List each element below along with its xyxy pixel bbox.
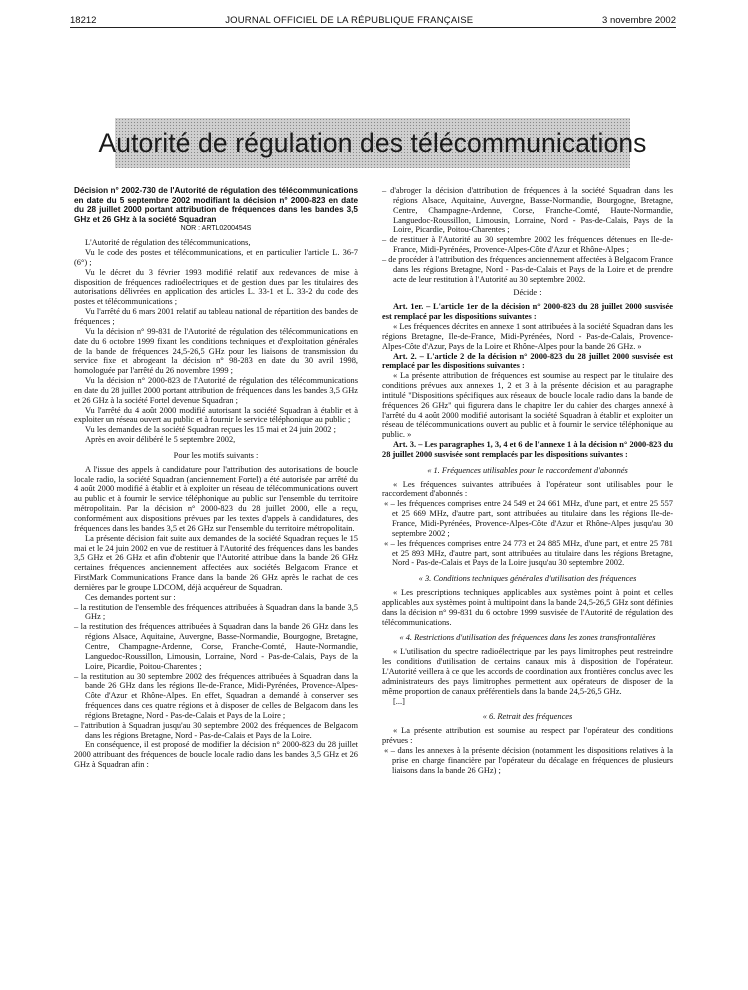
paragraph: « La présente attribution de fréquences est soumise au respect par le titulaire des conditions prévues aux annexes 1, 2 et 3 à la présente décision et au paragraphe intitulé "Dispositions spécifiques aux réseaux de boucle locale radio dans la bande de fréquences 26 GHz" qui figurera dans le chapitre Ier du cahier des charges annexé à l'arrêté du 4 août 2000 modifié autorisant la société Squadran à établir et exploiter un réseau de télécommunications ouvert au public et à fournir le service téléphonique au public. » (382, 371, 673, 440)
nor-reference: NOR : ARTL0200454S (180, 225, 252, 233)
section-heading: Décide : (513, 288, 542, 298)
ellipsis: [...] (393, 696, 405, 706)
list-item: – la restitution de l'ensemble des fréquences attribuées à Squadran dans la bande 3,5 GHz ; (74, 602, 358, 622)
paragraph: L'Autorité de régulation des télécommunications, (85, 238, 251, 248)
list-item: « – dans les annexes à la présente décision (notamment les dispositions relatives à la prise en charge financière par l'opérateur du décalage en fréquences de plusieurs liaisons dans la bande 26 GHz) ; (384, 745, 673, 775)
subsection-heading: « 6. Retrait des fréquences (482, 712, 573, 722)
paragraph: Vu l'arrêté du 6 mars 2001 relatif au tableau national de répartition des bandes de fréquences ; (74, 307, 358, 326)
subsection-heading: « 4. Restrictions d'utilisation des fréquences dans les zones transfrontalières (399, 633, 656, 643)
paragraph: Vu la décision n° 2000-823 de l'Autorité de régulation des télécommunications en date du 28 juillet 2000 portant attribution de fréquences dans les bandes 3,5 GHz et 26 GHz à la société Fortel devenue Squadran ; (74, 376, 358, 405)
paragraph: Vu la décision n° 99-831 de l'Autorité de régulation des télécommunications en date du 6 octobre 1999 fixant les conditions techniques et d'exploitation générales de la bande de fréquences 24,5-26,5 GHz pour les liaisons de transmission du service fixe et abrogeant la décision n° 98-283 en date du 30 avril 1998, homologuée par l'arrêté du 26 novembre 1999 ; (74, 326, 358, 376)
article-heading: Art. 1er. – L'article 1er de la décision n° 2000-823 du 28 juillet 2000 susvisée est remplacé par les dispositions suivantes : (382, 302, 673, 322)
list-item: – la restitution au 30 septembre 2002 des fréquences attribuées à Squadran dans la bande 26 GHz dans les régions Ile-de-France, Midi-Pyrénées, Provence-Alpes-Côte d'Azur et Rhône-Alpes. En effet, Squadran a demandé à conserver ses fréquences dans ces quatre régions et à disposer de celles de Belgacom dans les régions Bretagne, Nord - Pas-de-Calais et Pays de la Loire ; (74, 671, 358, 720)
running-header (70, 12, 676, 28)
subsection-heading: « 1. Fréquences utilisables pour le raccordement d'abonnés (427, 465, 628, 475)
article-heading: Art. 3. – Les paragraphes 1, 3, 4 et 6 de l'annexe 1 à la décision n° 2000-823 du 28 juillet 2000 susvisée sont remplacés par les dispositions suivantes : (382, 440, 673, 459)
paragraph: En conséquence, il est proposé de modifier la décision n° 2000-823 du 28 juillet 2000 attribuant des fréquences de boucle locale radio dans les bandes 3,5 GHz et 26 GHz à Squadran afin : (74, 740, 358, 770)
section-heading: Pour les motifs suivants : (173, 450, 259, 460)
paragraph: « La présente attribution est soumise au respect par l'opérateur des conditions prévues : (382, 726, 673, 746)
list-item: – de procéder à l'attribution des fréquences anciennement affectées à Belgacom France dans les régions Bretagne, Nord - Pas-de-Calais et Pays de la Loire et de prendre acte de leur restitution à l'Autorité au 30 septembre 2002. (382, 254, 673, 284)
issue-date: 3 novembre 2002 (602, 14, 676, 26)
paragraph: « Les fréquences suivantes attribuées à l'opérateur sont utilisables pour le raccordement d'abonnés : (382, 479, 673, 499)
journal-title: JOURNAL OFFICIEL DE LA RÉPUBLIQUE FRANÇAISE (225, 14, 474, 26)
paragraph: Après en avoir délibéré le 5 septembre 2002, (85, 435, 236, 445)
right-column (382, 186, 673, 775)
banner-title: Autorité de régulation des télécommunications (98, 127, 647, 158)
paragraph: Vu les demandes de la société Squadran reçues les 15 mai et 24 juin 2002 ; (85, 425, 336, 435)
decision-title: Décision n° 2002-730 de l'Autorité de régulation des télécommunications en date du 5 septembre 2002 modifiant la décision n° 2000-823 en date du 28 juillet 2000 portant attribution de fréquences dans les bandes 3,5 GHz et 26 GHz à la société Squadran (74, 186, 358, 224)
paragraph: Vu le code des postes et télécommunications, et en particulier l'article L. 36-7 (6°) ; (74, 248, 358, 267)
paragraph: Ces demandes portent sur : (85, 592, 176, 602)
article-heading: Art. 2. – L'article 2 de la décision n° 2000-823 du 28 juillet 2000 susvisée est remplacé par les dispositions suivantes : (382, 351, 673, 371)
list-item: « – les fréquences comprises entre 24 549 et 24 661 MHz, d'une part, et entre 25 557 et 25 669 MHz, d'autre part, sont attribuées au titulaire dans les régions Ile-de-France, Midi-Pyrénées, Provence-Alpes-Côte d'Azur et Rhône-Alpes jusqu'au 30 septembre 2002 ; (384, 499, 673, 538)
subsection-heading: « 3. Conditions techniques générales d'utilisation des fréquences (418, 574, 637, 584)
paragraph: Vu le décret du 3 février 1993 modifié relatif aux redevances de mise à disposition de fréquences radioélectriques et de gestion dues par les titulaires des autorisations délivrées en application des articles L. 33-1 et L. 33-2 du code des postes et télécommunications ; (74, 267, 358, 307)
page-number: 18212 (70, 14, 97, 26)
header-rule (70, 27, 676, 28)
paragraph: « Les prescriptions techniques applicables aux systèmes point à point et celles applicables aux systèmes point à multipoint dans la bande 24,5-26,5 GHz sont définies dans la décision n° 99-831 du 6 octobre 1999 susvisée de l'Autorité de régulation des télécommunications. (382, 588, 673, 627)
paragraph: « L'utilisation du spectre radioélectrique par les pays limitrophes peut restreindre les conditions d'utilisation de certains canaux mis à disposition de l'opérateur. L'Autorité veillera à ce que les accords de coordination aux frontières conclus avec les administrateurs des pays limitrophes permettent aux opérateurs de disposer de la même proportion de canaux préférentiels dans la bande 24,5-26,5 GHz. (382, 647, 673, 696)
section-banner (98, 118, 647, 168)
paragraph: « Les fréquences décrites en annexe 1 sont attribuées à la société Squadran dans les régions Bretagne, Ile-de-France, Midi-Pyrénées, Nord - Pas-de-Calais, Provence-Alpes-Côte d'Azur, Pays de la Loire et Rhône-Alpes pour la bande 26 GHz. » (382, 321, 673, 351)
list-item: « – les fréquences comprises entre 24 773 et 24 885 MHz, d'une part, et entre 25 781 et 25 893 MHz, d'autre part, sont attribuées au titulaire dans les régions Bretagne, Nord - Pas-de-Calais et Pays de la Loire jusqu'au 30 septembre 2002. (384, 538, 673, 568)
paragraph: A l'issue des appels à candidature pour l'attribution des autorisations de boucle locale radio, la société Squadran (anciennement Fortel) a été autorisée par arrêté du 4 août 2000 modifié à établir et à exploiter un réseau de télécommunications ouvert au public et à fournir le service téléphonique au public sur l'ensemble du territoire métropolitain. Par la décision n° 2000-823 du 28 juillet 2000, elle a reçu, conformément aux dispositions prévues par les textes d'appels à candidatures, des fréquences dans les bandes 3,5 et 26 GHz sur l'ensemble du territoire métropolitain. (74, 464, 358, 533)
list-item: – de restituer à l'Autorité au 30 septembre 2002 les fréquences détenues en Ile-de-France, Midi-Pyrénées, Provence-Alpes-Côte d'Azur et Rhône-Alpes ; (382, 235, 673, 255)
list-item: – l'attribution à Squadran jusqu'au 30 septembre 2002 des fréquences de Belgacom dans les régions Bretagne, Nord - Pas-de-Calais et Pays de la Loire. (74, 720, 358, 740)
paragraph: Vu l'arrêté du 4 août 2000 modifié autorisant la société Squadran à établir et à exploiter un réseau ouvert au public et à fournir le service téléphonique au public ; (74, 405, 358, 425)
list-item: – d'abroger la décision d'attribution de fréquences à la société Squadran dans les régions Alsace, Aquitaine, Auvergne, Basse-Normandie, Bourgogne, Bretagne, Centre, Champagne-Ardenne, Corse, Franche-Comté, Haute-Normandie, Languedoc-Roussillon, Limousin, Lorraine, Nord - Pas-de-Calais, Pays de la Loire, Picardie, Poitou-Charentes ; (382, 186, 673, 235)
left-column (74, 186, 358, 770)
list-item: – la restitution des fréquences attribuées à Squadran dans la bande 26 GHz dans les régions Alsace, Aquitaine, Auvergne, Basse-Normandie, Bourgogne, Bretagne, Centre, Champagne-Ardenne, Corse, Franche-Comté, Haute-Normandie, Languedoc-Roussillon, Limousin, Lorraine, Nord - Pas-de-Calais, Pays de la Loire, Picardie, Poitou-Charentes ; (74, 622, 358, 671)
paragraph: La présente décision fait suite aux demandes de la société Squadran reçues le 15 mai et le 24 juin 2002 en vue de restituer à l'Autorité des fréquences dans les bandes 3,5 GHz et 26 GHz et afin d'obtenir que l'Autorité attribue dans la bande 26 GHz certaines fréquences anciennement affectées aux sociétés Belgacom France et FirstMark Communications France dans la bande 26 GHz après le rachat de ces dernières par le groupe LDCOM, déjà acquéreur de Squadran. (74, 533, 358, 592)
